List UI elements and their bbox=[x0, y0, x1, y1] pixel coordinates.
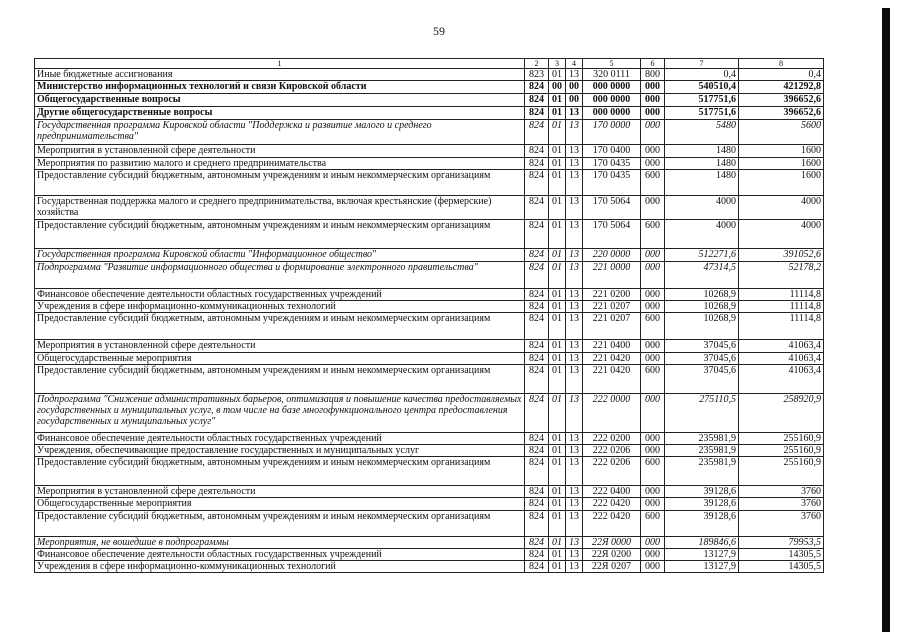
expense-type-cell: 000 bbox=[641, 498, 665, 511]
amount-year1-cell: 39128,6 bbox=[665, 511, 739, 537]
code-cell: 824 bbox=[525, 445, 549, 457]
table-row bbox=[35, 94, 824, 107]
section-cell: 01 bbox=[549, 301, 566, 313]
code-cell: 824 bbox=[525, 158, 549, 170]
expense-type-cell: 000 bbox=[641, 433, 665, 445]
code-cell: 824 bbox=[525, 457, 549, 486]
section-cell: 01 bbox=[549, 365, 566, 394]
row-name-cell: Предоставление субсидий бюджетным, автономным учреждениям и иным некоммерческим организациям bbox=[35, 220, 525, 249]
expense-type-cell: 000 bbox=[641, 107, 665, 120]
expense-type-cell: 000 bbox=[641, 158, 665, 170]
amount-year1-cell: 275110,5 bbox=[665, 394, 739, 433]
amount-year2-cell: 4000 bbox=[739, 220, 824, 249]
code-cell: 824 bbox=[525, 537, 549, 549]
expense-type-cell: 000 bbox=[641, 537, 665, 549]
subsection-cell: 13 bbox=[566, 457, 583, 486]
target-article-cell: 222 0420 bbox=[583, 511, 641, 537]
amount-year1-cell: 1480 bbox=[665, 145, 739, 158]
row-name-cell: Финансовое обеспечение деятельности областных государственных учреждений bbox=[35, 289, 525, 301]
column-header: 3 bbox=[549, 59, 566, 69]
row-name-cell: Финансовое обеспечение деятельности областных государственных учреждений bbox=[35, 433, 525, 445]
amount-year2-cell: 255160,9 bbox=[739, 457, 824, 486]
subsection-cell: 00 bbox=[566, 94, 583, 107]
target-article-cell: 221 0400 bbox=[583, 340, 641, 353]
section-cell: 01 bbox=[549, 353, 566, 365]
subsection-cell: 13 bbox=[566, 365, 583, 394]
table-row bbox=[35, 107, 824, 120]
amount-year2-cell: 3760 bbox=[739, 511, 824, 537]
target-article-cell: 222 0206 bbox=[583, 457, 641, 486]
section-cell: 01 bbox=[549, 561, 566, 573]
target-article-cell: 22Я 0200 bbox=[583, 549, 641, 561]
expense-type-cell: 000 bbox=[641, 289, 665, 301]
subsection-cell: 13 bbox=[566, 445, 583, 457]
expense-type-cell: 000 bbox=[641, 353, 665, 365]
amount-year1-cell: 540510,4 bbox=[665, 81, 739, 94]
amount-year2-cell: 421292,8 bbox=[739, 81, 824, 94]
section-cell: 01 bbox=[549, 433, 566, 445]
expense-type-cell: 000 bbox=[641, 486, 665, 498]
amount-year1-cell: 512271,6 bbox=[665, 249, 739, 262]
code-cell: 824 bbox=[525, 301, 549, 313]
amount-year2-cell: 11114,8 bbox=[739, 289, 824, 301]
row-name-cell: Иные бюджетные ассигнования bbox=[35, 69, 525, 81]
section-cell: 01 bbox=[549, 170, 566, 196]
table-row bbox=[35, 69, 824, 81]
code-cell: 824 bbox=[525, 365, 549, 394]
amount-year1-cell: 235981,9 bbox=[665, 445, 739, 457]
code-cell: 824 bbox=[525, 220, 549, 249]
expense-type-cell: 800 bbox=[641, 69, 665, 81]
code-cell: 824 bbox=[525, 81, 549, 94]
code-cell: 824 bbox=[525, 313, 549, 340]
expense-type-cell: 000 bbox=[641, 262, 665, 289]
section-cell: 01 bbox=[549, 158, 566, 170]
section-cell: 01 bbox=[549, 145, 566, 158]
subsection-cell: 13 bbox=[566, 340, 583, 353]
amount-year2-cell: 3760 bbox=[739, 498, 824, 511]
subsection-cell: 13 bbox=[566, 561, 583, 573]
amount-year1-cell: 37045,6 bbox=[665, 353, 739, 365]
table-row bbox=[35, 220, 824, 249]
section-cell: 01 bbox=[549, 549, 566, 561]
code-cell: 824 bbox=[525, 94, 549, 107]
amount-year2-cell: 255160,9 bbox=[739, 433, 824, 445]
row-name-cell: Предоставление субсидий бюджетным, автономным учреждениям и иным некоммерческим организациям bbox=[35, 365, 525, 394]
section-cell: 01 bbox=[549, 498, 566, 511]
code-cell: 824 bbox=[525, 394, 549, 433]
target-article-cell: 221 0420 bbox=[583, 353, 641, 365]
table-row bbox=[35, 249, 824, 262]
expense-type-cell: 000 bbox=[641, 196, 665, 220]
column-header: 5 bbox=[583, 59, 641, 69]
amount-year2-cell: 41063,4 bbox=[739, 365, 824, 394]
table-row bbox=[35, 158, 824, 170]
target-article-cell: 22Я 0000 bbox=[583, 537, 641, 549]
amount-year1-cell: 4000 bbox=[665, 220, 739, 249]
amount-year1-cell: 10268,9 bbox=[665, 289, 739, 301]
subsection-cell: 13 bbox=[566, 69, 583, 81]
column-header: 4 bbox=[566, 59, 583, 69]
expense-type-cell: 000 bbox=[641, 145, 665, 158]
target-article-cell: 222 0200 bbox=[583, 433, 641, 445]
amount-year2-cell: 41063,4 bbox=[739, 353, 824, 365]
table-row bbox=[35, 262, 824, 289]
amount-year1-cell: 189846,6 bbox=[665, 537, 739, 549]
amount-year1-cell: 4000 bbox=[665, 196, 739, 220]
amount-year1-cell: 517751,6 bbox=[665, 94, 739, 107]
code-cell: 824 bbox=[525, 549, 549, 561]
expense-type-cell: 600 bbox=[641, 220, 665, 249]
amount-year2-cell: 11114,8 bbox=[739, 301, 824, 313]
expense-type-cell: 000 bbox=[641, 561, 665, 573]
table-row bbox=[35, 537, 824, 549]
code-cell: 824 bbox=[525, 561, 549, 573]
table-row bbox=[35, 365, 824, 394]
amount-year2-cell: 14305,5 bbox=[739, 561, 824, 573]
target-article-cell: 170 0000 bbox=[583, 120, 641, 145]
section-cell: 01 bbox=[549, 394, 566, 433]
expense-type-cell: 600 bbox=[641, 170, 665, 196]
row-name-cell: Мероприятия, не вошедшие в подпрограммы bbox=[35, 537, 525, 549]
expense-type-cell: 600 bbox=[641, 457, 665, 486]
subsection-cell: 13 bbox=[566, 196, 583, 220]
amount-year1-cell: 517751,6 bbox=[665, 107, 739, 120]
section-cell: 01 bbox=[549, 289, 566, 301]
subsection-cell: 13 bbox=[566, 158, 583, 170]
target-article-cell: 22Я 0207 bbox=[583, 561, 641, 573]
section-cell: 01 bbox=[549, 196, 566, 220]
target-article-cell: 000 0000 bbox=[583, 107, 641, 120]
amount-year1-cell: 37045,6 bbox=[665, 365, 739, 394]
row-name-cell: Другие общегосударственные вопросы bbox=[35, 107, 525, 120]
amount-year1-cell: 10268,9 bbox=[665, 301, 739, 313]
code-cell: 824 bbox=[525, 353, 549, 365]
expense-type-cell: 600 bbox=[641, 365, 665, 394]
section-cell: 01 bbox=[549, 69, 566, 81]
amount-year2-cell: 14305,5 bbox=[739, 549, 824, 561]
table-row bbox=[35, 457, 824, 486]
column-header: 2 bbox=[525, 59, 549, 69]
section-cell: 01 bbox=[549, 249, 566, 262]
amount-year2-cell: 0,4 bbox=[739, 69, 824, 81]
subsection-cell: 13 bbox=[566, 145, 583, 158]
amount-year1-cell: 47314,5 bbox=[665, 262, 739, 289]
expense-type-cell: 600 bbox=[641, 511, 665, 537]
amount-year1-cell: 5480 bbox=[665, 120, 739, 145]
amount-year1-cell: 39128,6 bbox=[665, 486, 739, 498]
row-name-cell: Учреждения в сфере информационно-коммуникационных технологий bbox=[35, 561, 525, 573]
target-article-cell: 170 0400 bbox=[583, 145, 641, 158]
target-article-cell: 221 0207 bbox=[583, 313, 641, 340]
amount-year2-cell: 79953,5 bbox=[739, 537, 824, 549]
table-row bbox=[35, 313, 824, 340]
amount-year1-cell: 10268,9 bbox=[665, 313, 739, 340]
target-article-cell: 221 0207 bbox=[583, 301, 641, 313]
target-article-cell: 220 0000 bbox=[583, 249, 641, 262]
expense-type-cell: 000 bbox=[641, 249, 665, 262]
subsection-cell: 13 bbox=[566, 170, 583, 196]
section-cell: 01 bbox=[549, 486, 566, 498]
subsection-cell: 13 bbox=[566, 511, 583, 537]
amount-year2-cell: 396652,6 bbox=[739, 107, 824, 120]
row-name-cell: Предоставление субсидий бюджетным, автономным учреждениям и иным некоммерческим организациям bbox=[35, 457, 525, 486]
table-row bbox=[35, 445, 824, 457]
target-article-cell: 170 0435 bbox=[583, 170, 641, 196]
expense-type-cell: 000 bbox=[641, 81, 665, 94]
table-row bbox=[35, 301, 824, 313]
amount-year1-cell: 13127,9 bbox=[665, 549, 739, 561]
table-row bbox=[35, 511, 824, 537]
table-row bbox=[35, 394, 824, 433]
amount-year1-cell: 13127,9 bbox=[665, 561, 739, 573]
target-article-cell: 221 0200 bbox=[583, 289, 641, 301]
amount-year2-cell: 1600 bbox=[739, 158, 824, 170]
target-article-cell: 000 0000 bbox=[583, 81, 641, 94]
code-cell: 823 bbox=[525, 69, 549, 81]
table-row bbox=[35, 498, 824, 511]
expense-type-cell: 000 bbox=[641, 301, 665, 313]
row-name-cell: Общегосударственные вопросы bbox=[35, 94, 525, 107]
code-cell: 824 bbox=[525, 289, 549, 301]
table-row bbox=[35, 486, 824, 498]
row-name-cell: Подпрограмма "Снижение административных барьеров, оптимизация и повышение качества предоставляемых государственных и муниципальных услуг, в том числе на базе многофункционального центра предоставления государственных и муниципальных услуг" bbox=[35, 394, 525, 433]
section-cell: 01 bbox=[549, 120, 566, 145]
amount-year2-cell: 3760 bbox=[739, 486, 824, 498]
subsection-cell: 13 bbox=[566, 353, 583, 365]
row-name-cell: Финансовое обеспечение деятельности областных государственных учреждений bbox=[35, 549, 525, 561]
table-row bbox=[35, 289, 824, 301]
section-cell: 01 bbox=[549, 511, 566, 537]
table-row bbox=[35, 433, 824, 445]
subsection-cell: 13 bbox=[566, 249, 583, 262]
amount-year2-cell: 255160,9 bbox=[739, 445, 824, 457]
code-cell: 824 bbox=[525, 486, 549, 498]
section-cell: 01 bbox=[549, 445, 566, 457]
code-cell: 824 bbox=[525, 107, 549, 120]
subsection-cell: 13 bbox=[566, 549, 583, 561]
row-name-cell: Предоставление субсидий бюджетным, автономным учреждениям и иным некоммерческим организациям bbox=[35, 511, 525, 537]
target-article-cell: 221 0000 bbox=[583, 262, 641, 289]
amount-year1-cell: 1480 bbox=[665, 158, 739, 170]
table-row bbox=[35, 120, 824, 145]
scan-edge-bar bbox=[882, 8, 890, 632]
table-body bbox=[35, 59, 824, 573]
row-name-cell: Государственная программа Кировской области "Информационное общество" bbox=[35, 249, 525, 262]
row-name-cell: Подпрограмма "Развитие информационного общества и формирование электронного правительства" bbox=[35, 262, 525, 289]
subsection-cell: 13 bbox=[566, 313, 583, 340]
section-cell: 01 bbox=[549, 262, 566, 289]
expense-type-cell: 600 bbox=[641, 313, 665, 340]
amount-year2-cell: 4000 bbox=[739, 196, 824, 220]
subsection-cell: 13 bbox=[566, 301, 583, 313]
amount-year1-cell: 235981,9 bbox=[665, 457, 739, 486]
column-header: 8 bbox=[739, 59, 824, 69]
budget-table bbox=[34, 58, 824, 573]
target-article-cell: 221 0420 bbox=[583, 365, 641, 394]
code-cell: 824 bbox=[525, 262, 549, 289]
expense-type-cell: 000 bbox=[641, 94, 665, 107]
subsection-cell: 13 bbox=[566, 289, 583, 301]
row-name-cell: Государственная программа Кировской области "Поддержка и развитие малого и среднего предпринимательства" bbox=[35, 120, 525, 145]
section-cell: 01 bbox=[549, 537, 566, 549]
amount-year2-cell: 5600 bbox=[739, 120, 824, 145]
section-cell: 01 bbox=[549, 313, 566, 340]
row-name-cell: Общегосударственные мероприятия bbox=[35, 498, 525, 511]
page-number: 59 bbox=[433, 24, 445, 38]
section-cell: 01 bbox=[549, 340, 566, 353]
amount-year2-cell: 1600 bbox=[739, 145, 824, 158]
target-article-cell: 222 0420 bbox=[583, 498, 641, 511]
amount-year1-cell: 1480 bbox=[665, 170, 739, 196]
code-cell: 824 bbox=[525, 196, 549, 220]
target-article-cell: 320 0111 bbox=[583, 69, 641, 81]
table-row bbox=[35, 549, 824, 561]
amount-year2-cell: 11114,8 bbox=[739, 313, 824, 340]
row-name-cell: Мероприятия в установленной сфере деятельности bbox=[35, 486, 525, 498]
section-cell: 00 bbox=[549, 81, 566, 94]
code-cell: 824 bbox=[525, 511, 549, 537]
target-article-cell: 222 0206 bbox=[583, 445, 641, 457]
code-cell: 824 bbox=[525, 145, 549, 158]
amount-year2-cell: 52178,2 bbox=[739, 262, 824, 289]
amount-year2-cell: 258920,9 bbox=[739, 394, 824, 433]
header-row bbox=[35, 59, 824, 69]
table-row bbox=[35, 561, 824, 573]
target-article-cell: 222 0000 bbox=[583, 394, 641, 433]
subsection-cell: 13 bbox=[566, 120, 583, 145]
subsection-cell: 13 bbox=[566, 262, 583, 289]
target-article-cell: 222 0400 bbox=[583, 486, 641, 498]
row-name-cell: Предоставление субсидий бюджетным, автономным учреждениям и иным некоммерческим организациям bbox=[35, 313, 525, 340]
row-name-cell: Учреждения в сфере информационно-коммуникационных технологий bbox=[35, 301, 525, 313]
expense-type-cell: 000 bbox=[641, 340, 665, 353]
table-row bbox=[35, 81, 824, 94]
amount-year1-cell: 0,4 bbox=[665, 69, 739, 81]
code-cell: 824 bbox=[525, 433, 549, 445]
amount-year2-cell: 391052,6 bbox=[739, 249, 824, 262]
table-row bbox=[35, 145, 824, 158]
amount-year1-cell: 235981,9 bbox=[665, 433, 739, 445]
section-cell: 01 bbox=[549, 220, 566, 249]
expense-type-cell: 000 bbox=[641, 549, 665, 561]
code-cell: 824 bbox=[525, 170, 549, 196]
section-cell: 01 bbox=[549, 107, 566, 120]
target-article-cell: 170 5064 bbox=[583, 196, 641, 220]
subsection-cell: 13 bbox=[566, 498, 583, 511]
table-row bbox=[35, 196, 824, 220]
row-name-cell: Учреждения, обеспечивающие предоставление государственных и муниципальных услуг bbox=[35, 445, 525, 457]
code-cell: 824 bbox=[525, 340, 549, 353]
subsection-cell: 13 bbox=[566, 107, 583, 120]
table-row bbox=[35, 170, 824, 196]
subsection-cell: 00 bbox=[566, 81, 583, 94]
row-name-cell: Общегосударственные мероприятия bbox=[35, 353, 525, 365]
row-name-cell: Мероприятия в установленной сфере деятельности bbox=[35, 340, 525, 353]
target-article-cell: 170 0435 bbox=[583, 158, 641, 170]
row-name-cell: Министерство информационных технологий и связи Кировской области bbox=[35, 81, 525, 94]
amount-year2-cell: 396652,6 bbox=[739, 94, 824, 107]
row-name-cell: Мероприятия по развитию малого и среднего предпринимательства bbox=[35, 158, 525, 170]
subsection-cell: 13 bbox=[566, 537, 583, 549]
column-header: 7 bbox=[665, 59, 739, 69]
amount-year1-cell: 37045,6 bbox=[665, 340, 739, 353]
section-cell: 01 bbox=[549, 457, 566, 486]
subsection-cell: 13 bbox=[566, 220, 583, 249]
code-cell: 824 bbox=[525, 498, 549, 511]
amount-year2-cell: 41063,4 bbox=[739, 340, 824, 353]
amount-year2-cell: 1600 bbox=[739, 170, 824, 196]
code-cell: 824 bbox=[525, 249, 549, 262]
section-cell: 01 bbox=[549, 94, 566, 107]
amount-year1-cell: 39128,6 bbox=[665, 498, 739, 511]
code-cell: 824 bbox=[525, 120, 549, 145]
expense-type-cell: 000 bbox=[641, 394, 665, 433]
table-row bbox=[35, 340, 824, 353]
subsection-cell: 13 bbox=[566, 394, 583, 433]
subsection-cell: 13 bbox=[566, 433, 583, 445]
expense-type-cell: 000 bbox=[641, 120, 665, 145]
subsection-cell: 13 bbox=[566, 486, 583, 498]
row-name-cell: Государственная поддержка малого и среднего предпринимательства, включая крестьянские (фермерские) хозяйства bbox=[35, 196, 525, 220]
row-name-cell: Предоставление субсидий бюджетным, автономным учреждениям и иным некоммерческим организациям bbox=[35, 170, 525, 196]
column-header: 6 bbox=[641, 59, 665, 69]
row-name-cell: Мероприятия в установленной сфере деятельности bbox=[35, 145, 525, 158]
expense-type-cell: 000 bbox=[641, 445, 665, 457]
target-article-cell: 170 5064 bbox=[583, 220, 641, 249]
table-row bbox=[35, 353, 824, 365]
column-header: 1 bbox=[35, 59, 525, 69]
target-article-cell: 000 0000 bbox=[583, 94, 641, 107]
